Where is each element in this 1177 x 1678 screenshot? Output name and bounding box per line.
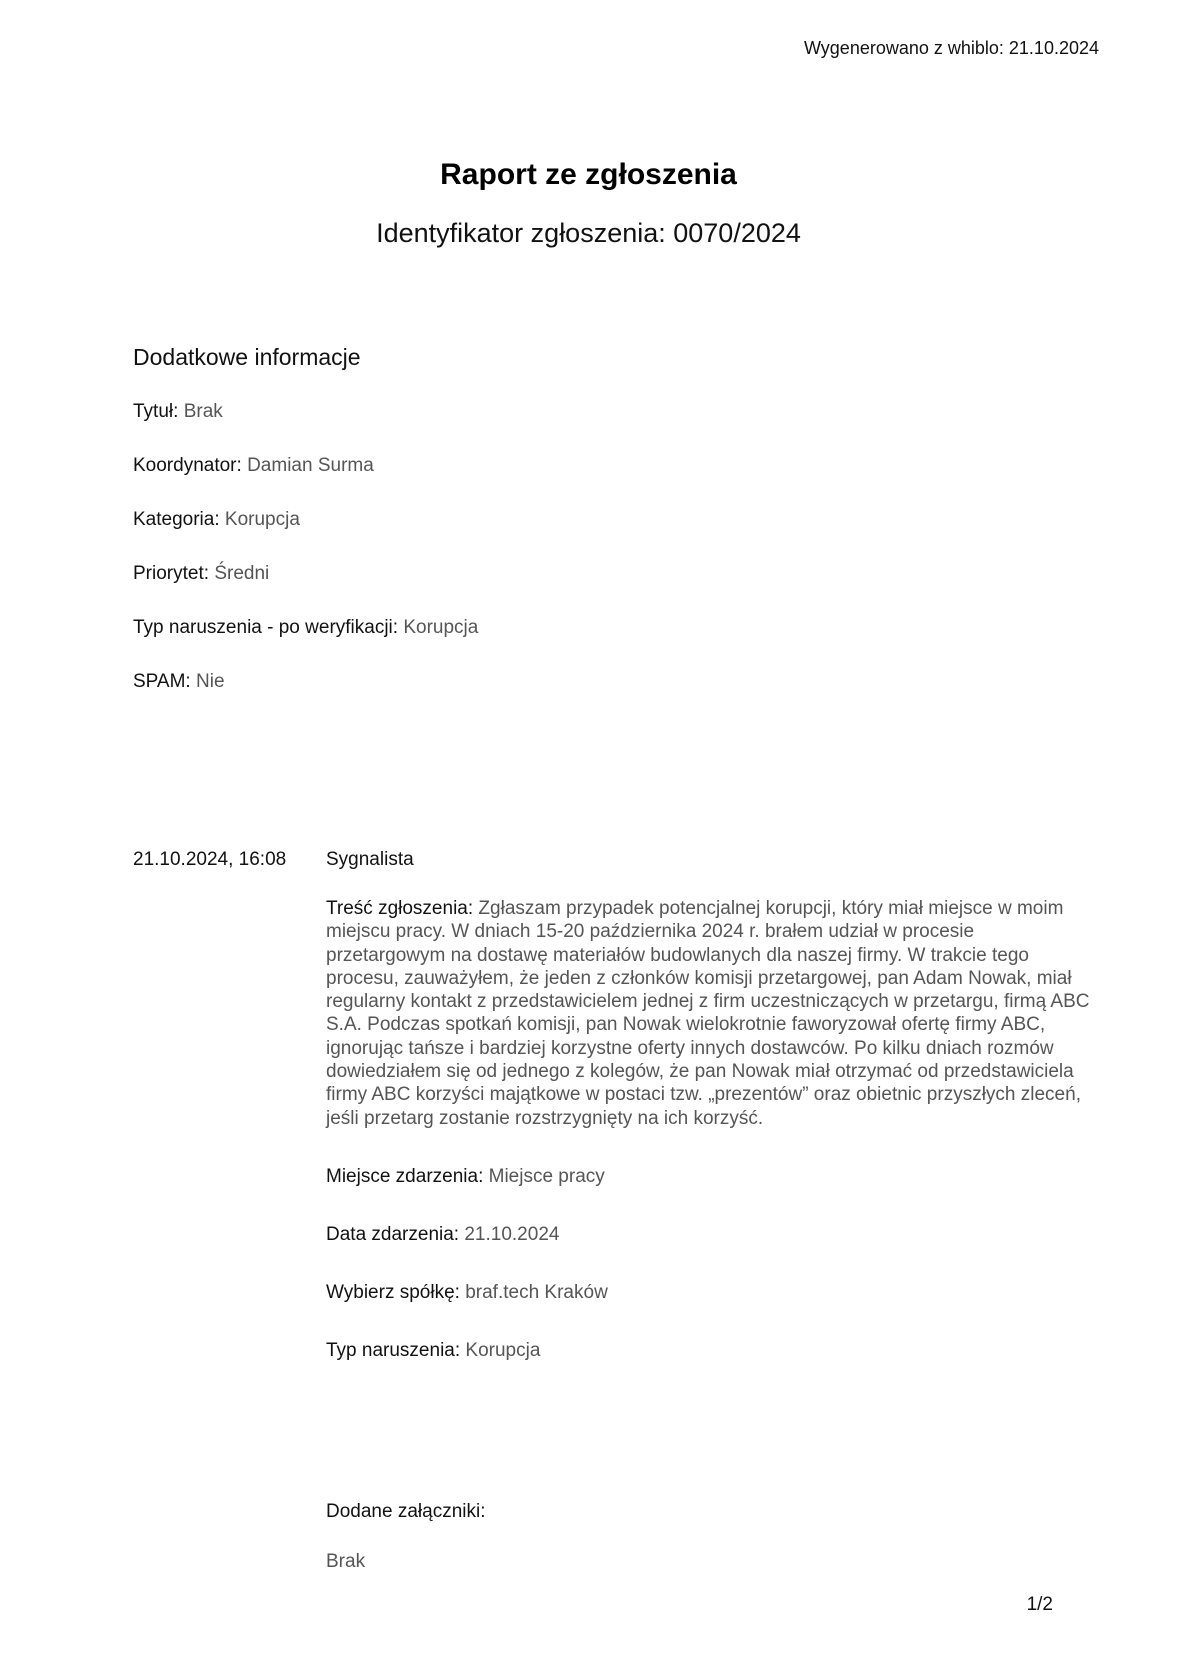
generated-date: Wygenerowano z whiblo: 21.10.2024 (803, 38, 1099, 58)
info-value: Średni (214, 563, 270, 584)
info-row-coordinator (133, 455, 478, 509)
info-value: Korupcja (224, 509, 300, 530)
field-label: Typ naruszenia: (326, 1339, 461, 1361)
info-label: Typ naruszenia - po weryfikacji: (133, 617, 399, 638)
attachments-section (326, 1501, 485, 1573)
entry-body (326, 897, 1096, 1362)
additional-info-heading: Dodatkowe informacje (133, 344, 361, 370)
info-row-priority (133, 563, 478, 617)
field-label: Wybierz spółkę: (326, 1281, 460, 1303)
report-title: Raport ze zgłoszenia (440, 158, 737, 191)
info-label: Priorytet: (133, 563, 210, 584)
attachments-value: Brak (326, 1551, 366, 1572)
info-row-title (133, 401, 478, 455)
info-label: Tytuł: (133, 401, 179, 422)
info-row-spam (133, 671, 478, 725)
field-row-event-date (326, 1224, 1096, 1246)
page-number: 1/2 (1026, 1594, 1053, 1615)
field-label: Data zdarzenia: (326, 1223, 460, 1245)
field-value: braf.tech Kraków (465, 1281, 608, 1303)
field-value: 21.10.2024 (464, 1223, 560, 1245)
field-value: Miejsce pracy (488, 1165, 605, 1187)
info-value: Korupcja (403, 617, 479, 638)
report-identifier: Identyfikator zgłoszenia: 0070/2024 (376, 218, 801, 248)
info-label: SPAM: (133, 671, 191, 692)
content-value: Zgłaszam przypadek potencjalnej korupcji, który miał miejsce w moim miejscu pracy. W dniach 15-20 października 2024 r. brałem udział w procesie przetargowym na dostawę materiałów budowlanych dla naszej firmy. W trakcie tego procesu, zauważyłem, że jeden z członków komisji przetargowej, pan Adam Nowak, miał regularny kontakt z przedstawicielem jednej z firm uczestniczących w przetargu, firmą ABC S.A. Podczas spotkań komisji, pan Nowak wielokrotnie faworyzował ofertę firmy ABC, ignorując tańsze i bardziej korzystne oferty innych dostawców. Po kilku dniach rozmów dowiedziałem się od jednego z kolegów, że pan Nowak miał otrzymać od przedstawiciela firmy ABC korzyści majątkowe w postaci tzw. „prezentów” oraz obietnic przyszłych zleceń, jeśli przetarg zostanie rozstrzygnięty na ich korzyść. (326, 898, 1090, 1129)
field-value: Korupcja (465, 1339, 541, 1361)
report-content (326, 897, 1096, 1130)
info-value: Damian Surma (247, 455, 374, 476)
entry-author: Sygnalista (326, 849, 414, 870)
info-value: Brak (183, 401, 223, 422)
attachments-label: Dodane załączniki: (326, 1501, 486, 1522)
info-label: Koordynator: (133, 455, 242, 476)
field-label: Miejsce zdarzenia: (326, 1165, 484, 1187)
content-label: Treść zgłoszenia: (326, 898, 474, 919)
additional-info-list (133, 401, 478, 725)
info-row-category (133, 509, 478, 563)
field-row-violation-type (326, 1340, 1096, 1362)
info-row-violation-type-verified (133, 617, 478, 671)
field-row-company (326, 1282, 1096, 1304)
field-row-location (326, 1166, 1096, 1188)
info-value: Nie (196, 671, 225, 692)
entry-datetime: 21.10.2024, 16:08 (133, 849, 287, 870)
info-label: Kategoria: (133, 509, 220, 530)
